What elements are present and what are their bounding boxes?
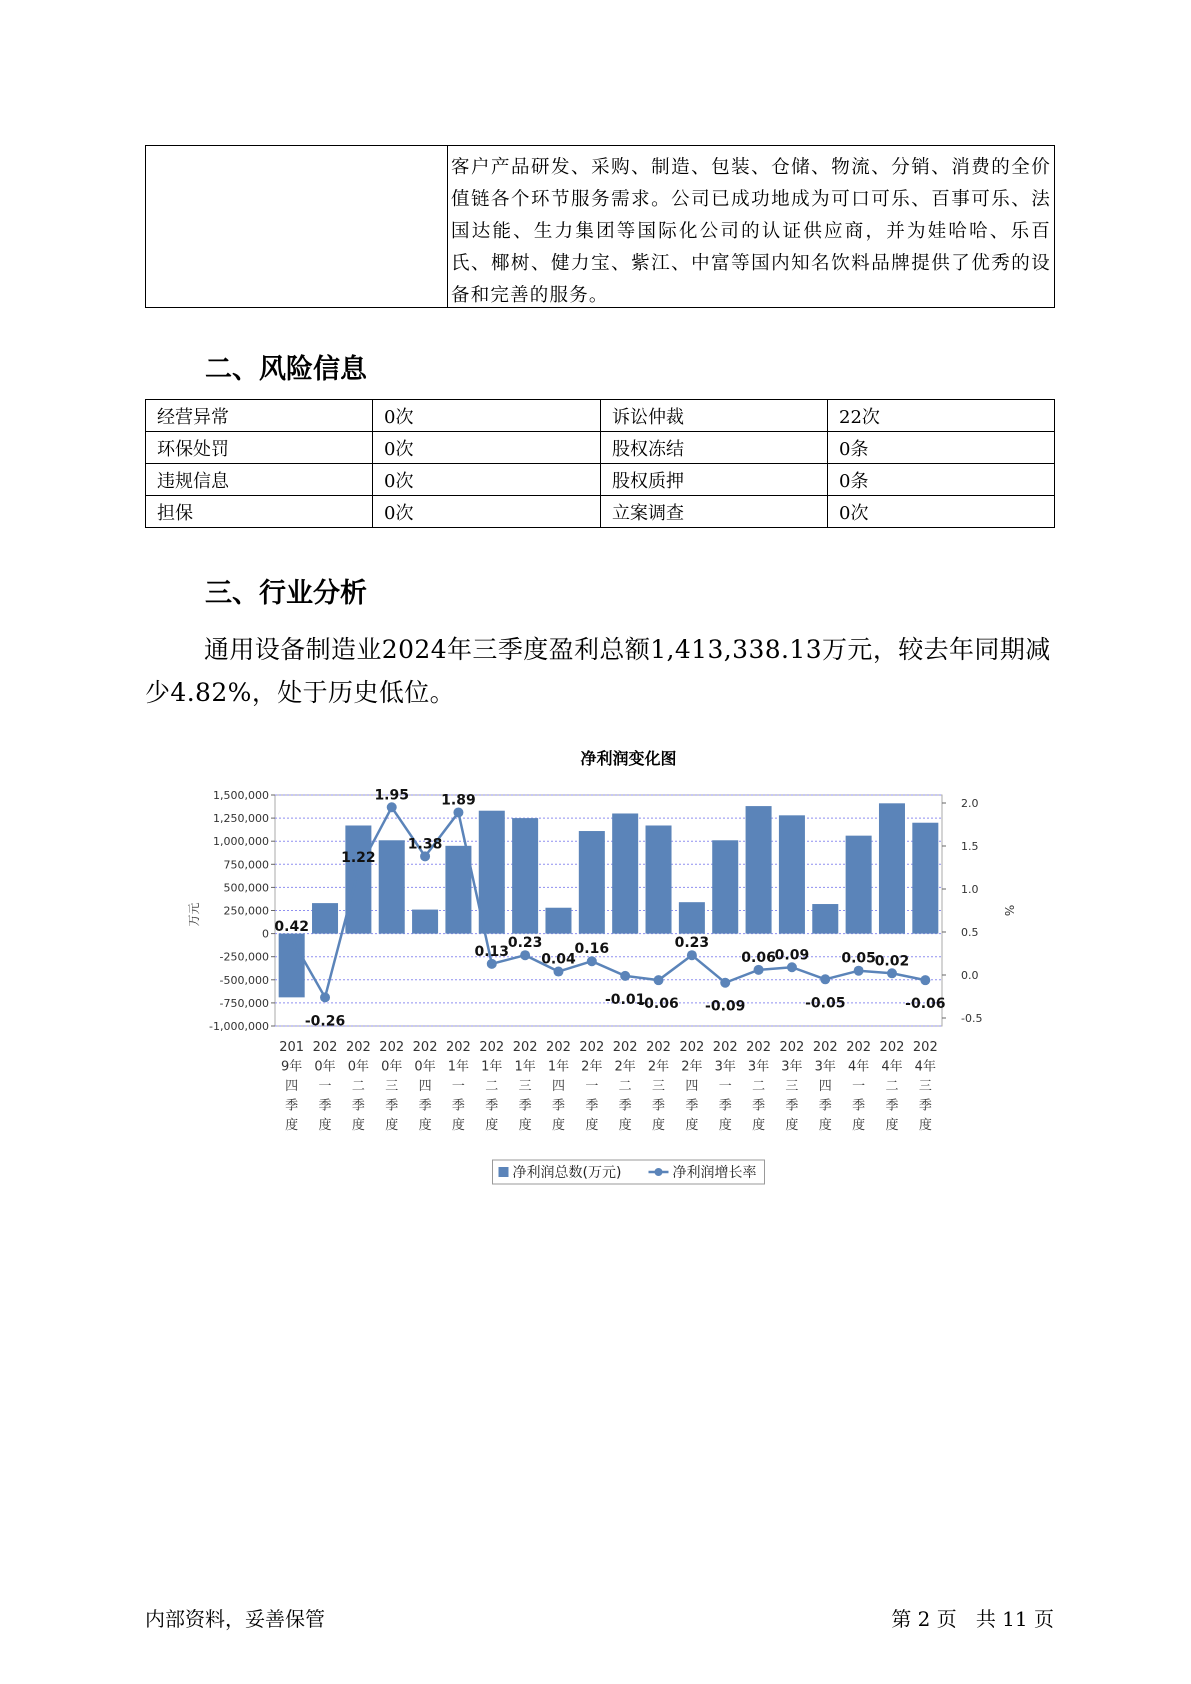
data-label: 0.02 bbox=[874, 953, 910, 970]
legend-line-label: 净利润增长率 bbox=[672, 1165, 757, 1181]
y-tick-label: -750,000 bbox=[219, 996, 269, 1010]
risk-item-value: 0次 bbox=[373, 496, 601, 528]
y2-tick-label: 1.0 bbox=[961, 883, 979, 896]
x-tick-label: 202 2年三季度 bbox=[646, 1040, 671, 1133]
risk-item-label: 股权冻结 bbox=[601, 432, 828, 464]
bar bbox=[912, 823, 938, 934]
bar bbox=[679, 902, 705, 933]
bar bbox=[512, 818, 538, 934]
data-label: 0.09 bbox=[774, 947, 810, 964]
risk-item-label: 股权质押 bbox=[601, 464, 828, 496]
data-label: 1.38 bbox=[407, 836, 443, 853]
line-point bbox=[553, 967, 563, 977]
table-row bbox=[146, 432, 1055, 464]
bar bbox=[579, 831, 605, 934]
intro-label-cell bbox=[146, 146, 448, 307]
y2-tick-label: -0.5 bbox=[961, 1012, 983, 1025]
x-tick-label: 202 3年二季度 bbox=[746, 1040, 771, 1133]
line-point bbox=[287, 934, 297, 944]
y-axis-label: 万元 bbox=[187, 902, 201, 927]
net-profit-chart bbox=[180, 740, 1016, 1200]
x-tick-label: 202 3年三季度 bbox=[779, 1040, 805, 1133]
line-point bbox=[387, 802, 397, 812]
line-point bbox=[920, 975, 930, 985]
x-tick-label: 202 2年一季度 bbox=[579, 1040, 605, 1133]
y2-tick-label: 0.5 bbox=[961, 926, 979, 939]
bar bbox=[779, 815, 805, 933]
y-tick-label: 750,000 bbox=[223, 858, 269, 872]
table-row bbox=[146, 464, 1055, 496]
x-tick-label: 202 4年一季度 bbox=[846, 1040, 872, 1133]
data-label: -0.05 bbox=[805, 995, 846, 1012]
risk-item-label: 担保 bbox=[146, 496, 373, 528]
x-tick-label: 202 4年三季度 bbox=[912, 1040, 938, 1133]
x-tick-label: 202 4年二季度 bbox=[879, 1040, 905, 1133]
legend-line-marker bbox=[655, 1168, 663, 1176]
x-tick-label: 202 0年一季度 bbox=[312, 1040, 338, 1133]
risk-item-value: 0次 bbox=[373, 400, 601, 432]
x-tick-label: 202 1年四季度 bbox=[546, 1040, 571, 1133]
line-point bbox=[654, 975, 664, 985]
risk-item-value: 0条 bbox=[828, 464, 1055, 496]
x-tick-label: 202 3年一季度 bbox=[712, 1040, 738, 1133]
section-heading-risk: 二、风险信息 bbox=[205, 354, 367, 385]
y2-tick-label: 0.0 bbox=[961, 969, 979, 982]
data-label: 1.89 bbox=[441, 792, 476, 809]
section-heading-industry: 三、行业分析 bbox=[205, 578, 367, 609]
x-tick-label: 202 2年二季度 bbox=[612, 1040, 638, 1133]
y-tick-label: -250,000 bbox=[219, 950, 269, 964]
line-point bbox=[887, 968, 897, 978]
bar bbox=[345, 825, 371, 933]
x-tick-label: 202 0年二季度 bbox=[345, 1040, 371, 1133]
bar bbox=[879, 803, 905, 933]
intro-text-cell: 客户产品研发、采购、制造、包装、仓储、物流、分销、消费的全价值链各个环节服务需求。公司已成功地成为可口可乐、百事可乐、法国达能、生力集团等国际化公司的认证供应商，并为娃哈哈、乐百氏、椰树、健力宝、紫江、中富等国内知名饮料品牌提供了优秀的设备和完善的服务。 bbox=[451, 157, 1051, 306]
risk-item-label: 违规信息 bbox=[146, 464, 373, 496]
y-tick-label: -1,000,000 bbox=[209, 1020, 269, 1033]
line-point bbox=[754, 965, 764, 975]
risk-item-label: 诉讼仲裁 bbox=[601, 400, 828, 432]
line-point bbox=[420, 851, 430, 861]
data-label: -0.06 bbox=[638, 996, 679, 1013]
bar bbox=[312, 903, 338, 933]
data-label: -0.01 bbox=[604, 991, 646, 1008]
bar bbox=[479, 811, 505, 934]
line-point bbox=[487, 959, 497, 969]
bar bbox=[846, 836, 872, 934]
risk-item-value: 0次 bbox=[373, 432, 601, 464]
table-row bbox=[146, 400, 1055, 432]
data-label: 0.06 bbox=[741, 949, 776, 966]
data-label: 0.42 bbox=[274, 918, 309, 935]
y-tick-label: -500,000 bbox=[219, 973, 269, 987]
data-label: 1.95 bbox=[374, 787, 409, 804]
line-point bbox=[820, 974, 830, 984]
industry-paragraph: 通用设备制造业2024年三季度盈利总额1,413,338.13万元，较去年同期减少4.82%，处于历史低位。 bbox=[145, 635, 1051, 707]
data-label: 0.04 bbox=[541, 951, 576, 968]
line-point bbox=[587, 956, 597, 966]
risk-item-value: 22次 bbox=[828, 400, 1055, 432]
legend-bar-label: 净利润总数(万元) bbox=[512, 1165, 622, 1181]
line-point bbox=[320, 992, 330, 1002]
risk-item-value: 0条 bbox=[828, 432, 1055, 464]
bar bbox=[412, 910, 438, 934]
data-label: 0.16 bbox=[574, 941, 610, 958]
risk-info-table bbox=[145, 399, 1055, 528]
footer-confidential: 内部资料，妥善保管 bbox=[145, 1607, 325, 1631]
x-tick-label: 202 1年一季度 bbox=[446, 1040, 471, 1133]
line-point bbox=[720, 978, 730, 988]
bar bbox=[612, 813, 638, 933]
y2-tick-label: 1.5 bbox=[961, 840, 979, 853]
y-tick-label: 500,000 bbox=[223, 881, 269, 895]
x-tick-label: 202 1年二季度 bbox=[479, 1040, 505, 1133]
risk-item-value: 0次 bbox=[828, 496, 1055, 528]
x-tick-label: 202 0年四季度 bbox=[412, 1040, 438, 1133]
x-tick-label: 202 1年三季度 bbox=[512, 1040, 538, 1133]
risk-item-label: 经营异常 bbox=[146, 400, 373, 432]
data-label: -0.09 bbox=[705, 998, 746, 1015]
risk-item-value: 0次 bbox=[373, 464, 601, 496]
table-row bbox=[146, 496, 1055, 528]
line-point bbox=[620, 971, 630, 981]
data-label: 0.05 bbox=[841, 950, 876, 967]
x-tick-label: 202 3年四季度 bbox=[812, 1040, 838, 1133]
risk-item-label: 立案调查 bbox=[601, 496, 828, 528]
y2-axis-label: % bbox=[1002, 904, 1016, 917]
data-label: -0.06 bbox=[905, 996, 946, 1013]
bar bbox=[379, 840, 405, 933]
footer-page-number: 第 2 页 共 11 页 bbox=[891, 1607, 1054, 1631]
bar bbox=[746, 806, 772, 934]
line-point bbox=[787, 962, 797, 972]
y-tick-label: 1,500,000 bbox=[213, 789, 269, 802]
data-label: 1.22 bbox=[341, 850, 376, 867]
chart-title: 净利润变化图 bbox=[580, 749, 677, 768]
y-tick-label: 1,250,000 bbox=[213, 812, 269, 826]
x-tick-label: 202 2年四季度 bbox=[679, 1040, 705, 1133]
x-tick-label: 201 9年四季度 bbox=[279, 1040, 305, 1133]
y-tick-label: 250,000 bbox=[223, 904, 269, 918]
bar bbox=[712, 840, 738, 933]
bar bbox=[812, 904, 838, 934]
line-point bbox=[453, 807, 463, 817]
legend-bar-swatch bbox=[499, 1167, 509, 1177]
bar bbox=[545, 908, 571, 934]
risk-item-label: 环保处罚 bbox=[146, 432, 373, 464]
x-tick-label: 202 0年三季度 bbox=[379, 1040, 405, 1133]
line-point bbox=[687, 950, 697, 960]
line-point bbox=[353, 865, 363, 875]
y2-tick-label: 2.0 bbox=[961, 797, 979, 810]
data-label: 0.13 bbox=[474, 943, 510, 960]
company-intro-table bbox=[145, 145, 1055, 308]
line-point bbox=[520, 950, 530, 960]
y-tick-label: 1,000,000 bbox=[213, 835, 269, 849]
bar bbox=[646, 825, 672, 933]
data-label: 0.23 bbox=[674, 935, 710, 952]
y-tick-label: 0 bbox=[262, 927, 269, 941]
data-label: 0.23 bbox=[507, 935, 543, 952]
data-label: -0.26 bbox=[304, 1013, 346, 1030]
line-point bbox=[854, 966, 864, 976]
